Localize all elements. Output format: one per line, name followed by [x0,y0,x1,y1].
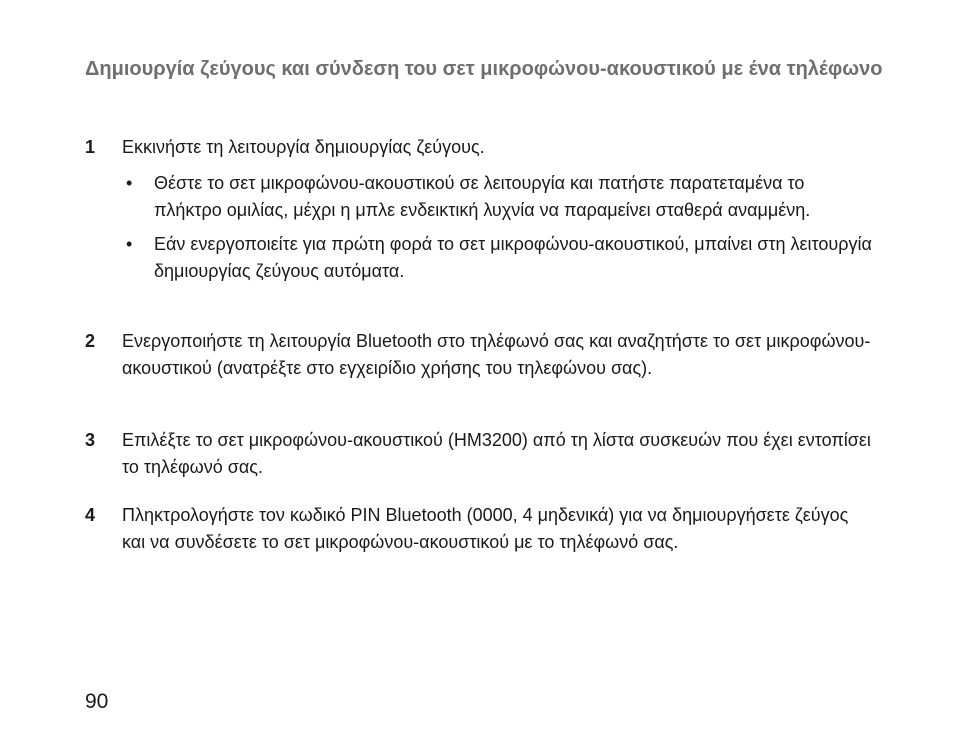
step-text: Ενεργοποιήστε τη λειτουργία Bluetooth στο τηλέφωνό σας και αναζητήστε το σετ μικροφώνου-ακουστικού (ανατρέξτε στο εγχειρίδιο χρήσης του τηλεφώνου σας). [122,331,871,378]
step-3 [85,427,875,481]
bullet-text: Εάν ενεργοποιείτε για πρώτη φορά το σετ μικροφώνου-ακουστικού, μπαίνει στη λειτουργία δημιουργίας ζεύγους αυτόματα. [154,234,872,281]
bullet-text: Θέστε το σετ μικροφώνου-ακουστικού σε λειτουργία και πατήστε παρατεταμένα το πλήκτρο ομιλίας, μέχρι η μπλε ενδεικτική λυχνία να παραμείνει σταθερά αναμμένη. [154,173,811,220]
step-number: 1 [85,137,96,157]
step-number: 3 [85,430,96,450]
bullet-item [122,170,875,224]
bullet-icon: • [126,234,133,254]
page-number: 90 [85,690,109,713]
step-1 [85,134,875,292]
step-text: Εκκινήστε τη λειτουργία δημιουργίας ζεύγους. [122,137,485,157]
section-heading: Δημιουργία ζεύγους και σύνδεση του σετ μικροφώνου-ακουστικού με ένα τηλέφωνο [85,58,883,80]
step-number: 4 [85,505,96,525]
step-number: 2 [85,331,96,351]
step-text: Πληκτρολογήστε τον κωδικό PIN Bluetooth (0000, 4 μηδενικά) για να δημιουργήσετε ζεύγος και να συνδέσετε το σετ μικροφώνου-ακουστικού με το τηλέφωνό σας. [122,505,849,552]
bullet-icon: • [126,173,133,193]
step-1-bullet-list [122,170,875,285]
step-text: Επιλέξτε το σετ μικροφώνου-ακουστικού (HM3200) από τη λίστα συσκευών που έχει εντοπίσει το τηλέφωνό σας. [122,430,871,477]
bullet-item [122,231,875,285]
step-2 [85,328,875,382]
step-4 [85,502,875,556]
